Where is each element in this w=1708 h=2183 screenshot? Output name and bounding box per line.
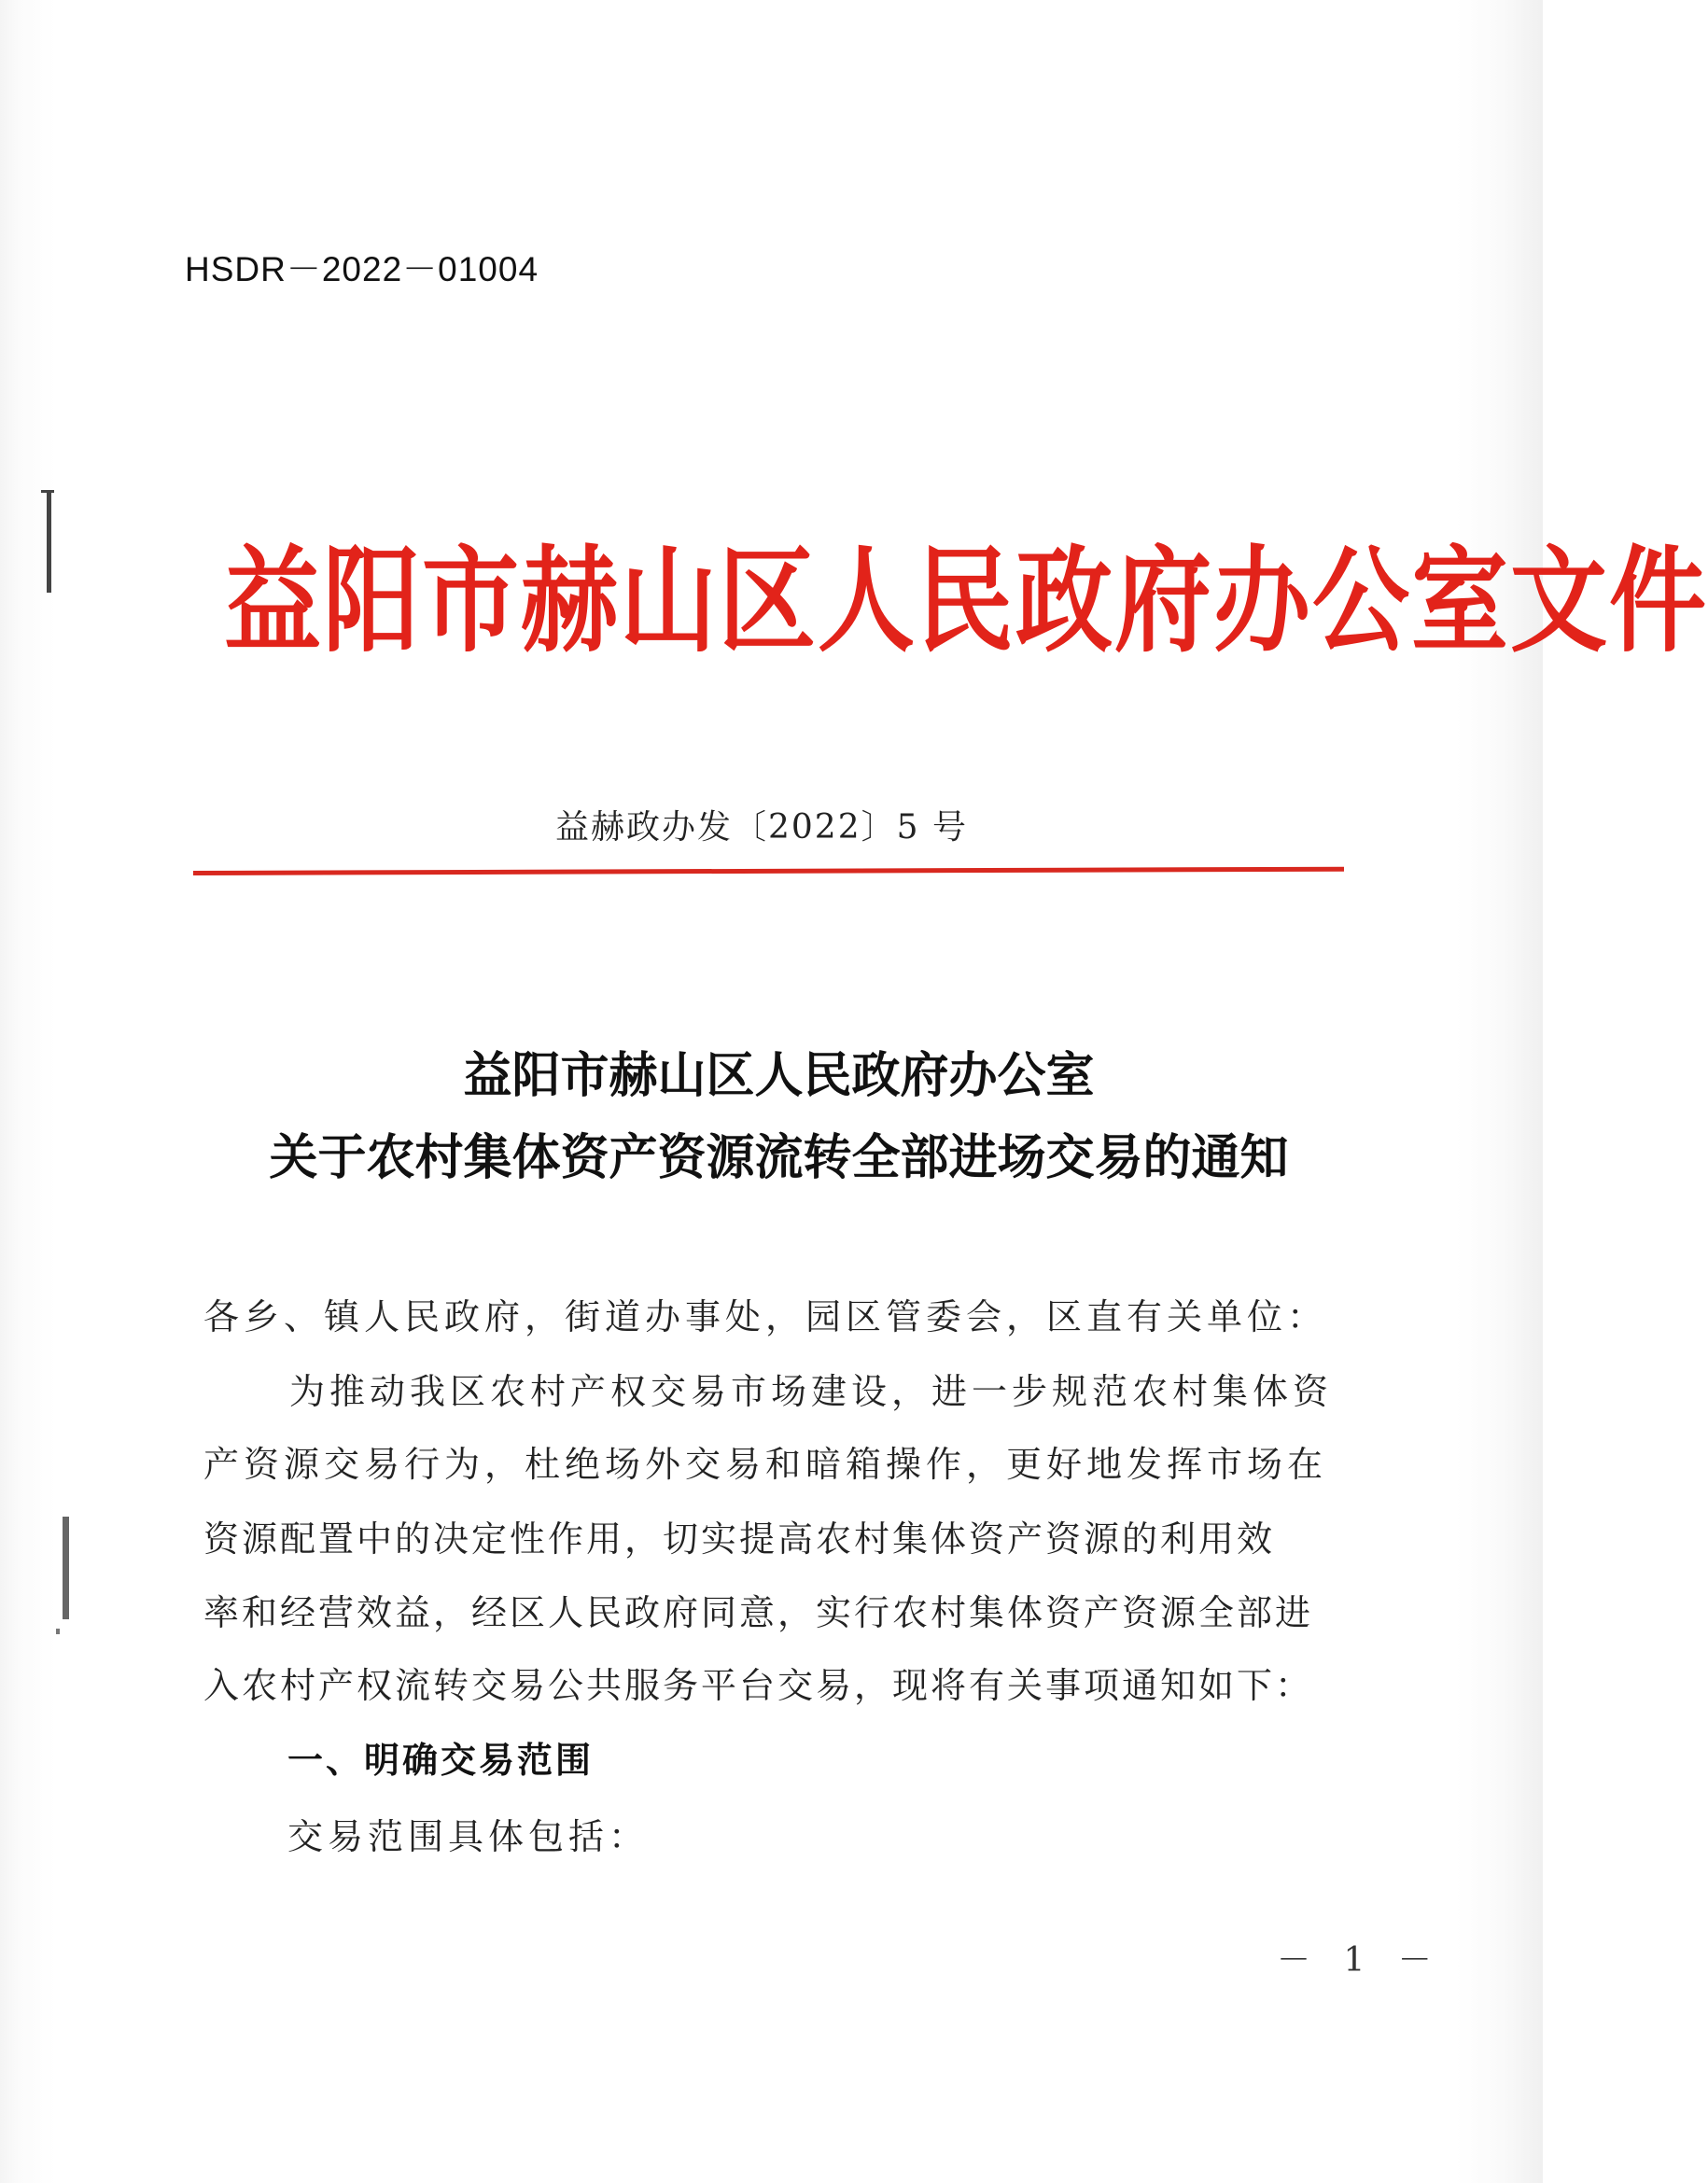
paragraph-line: 资源配置中的决定性作用，切实提高农村集体资产资源的利用效 — [203, 1518, 1276, 1560]
section-heading: 一、明确交易范围 — [287, 1740, 595, 1781]
document-number: 益赫政办发〔2022〕5 号 — [555, 808, 968, 847]
red-separator-rule — [193, 867, 1344, 875]
issuer-banner: 益阳市赫山区人民政府办公室文件 — [224, 532, 1708, 669]
paragraph-line: 为推动我区农村产权交易市场建设，进一步规范农村集体资 — [289, 1371, 1334, 1412]
binding-mark — [56, 1629, 60, 1634]
salutation: 各乡、镇人民政府，街道办事处，园区管委会，区直有关单位： — [203, 1296, 1328, 1337]
binding-mark — [41, 490, 54, 493]
paragraph-line: 率和经营效益，经区人民政府同意，实行农村集体资产资源全部进 — [203, 1592, 1314, 1633]
page-number: － 1 － — [1277, 1941, 1443, 1980]
section-intro: 交易范围具体包括： — [287, 1816, 650, 1857]
document-code: HSDR－2022－01004 — [185, 250, 539, 288]
binding-mark — [63, 1517, 69, 1619]
binding-mark — [47, 490, 51, 593]
notice-title-line-1: 益阳市赫山区人民政府办公室 — [463, 1047, 1095, 1104]
paragraph-line: 入农村产权流转交易公共服务平台交易，现将有关事项通知如下： — [203, 1665, 1314, 1706]
paragraph-line: 产资源交易行为，杜绝场外交易和暗箱操作，更好地发挥市场在 — [203, 1444, 1328, 1485]
notice-title-line-2: 关于农村集体资产资源流转全部进场交易的通知 — [269, 1129, 1289, 1186]
